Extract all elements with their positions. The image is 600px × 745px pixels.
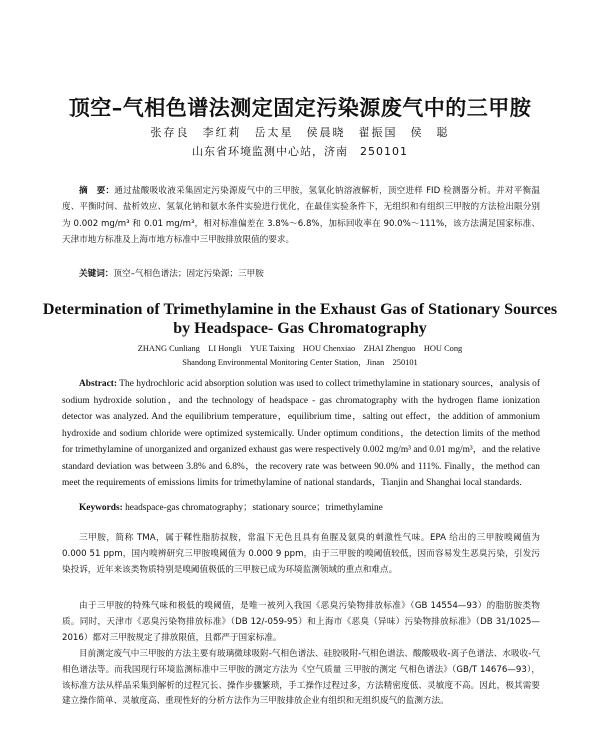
paper-title-english: Determination of Trimethylamine in the Exhaust Gas of Stationary Sources by Headspace- Gas Chromatography [42, 301, 558, 337]
body-paragraph-3-text: 目前测定废气中三甲胺的方法主要有玻璃微球吸附-气相色谱法、硅胶吸附-气相色谱法、酸酸吸收-离子色谱法、水吸收-气相色谱法等。而我国现行环境监测标准中三甲胺的测定方法为《空气质量 三甲胺的测定 气相色谱法》（GB/T 14676—93），该标准方法从样品采集到解析的过程冗长、操作步骤繁琐，手工操作过程过多，方法精密度低、灵敏度不高。因此，极其需要建立操作简单、灵敏度高、重现性好的分析方法作为三甲胺排放企业有组织和无组织废气的监测方法。 [62, 649, 540, 707]
body-paragraph-1-text: 三甲胺，简称 TMA，属于鞣性脂肪叔胺，常温下无色且具有鱼腥及氨臭的刺激性气味。EPA 给出的三甲胺嗅阈值为 0.000 51 ppm，国内嗅辨研究三甲胺嗅阈值为 0.000 9 ppm，由于三甲胺的嗅阈值较低，因而容易发生恶臭污染，引发污染投诉，近年来该类物质特别是嗅阈值极低的三甲胺已成为环境监测领域的重点和难点。 [62, 533, 540, 575]
keywords-text-english: headspace-gas chromatography；stationary source；trimethylamine [125, 503, 383, 513]
body-paragraph-3 [62, 647, 540, 710]
paper-title-chinese: 顶空–气相色谱法测定固定污染源废气中的三甲胺 [68, 95, 532, 120]
abstract-label-english: Abstract: [79, 379, 118, 389]
abstract-text-english: The hydrochloric acid absorption solution was used to collect trimethylamine in stationary sources，analysis of sodium hydroxide solution，and the technology of headspace - gas chromatography with the hydrogen flame ionization detector was analyzed. And the equilibrium temperature，equilibrium time，salting out effect，the addition of ammonium hydroxide and sodium chloride were optimized systemically. Under optimum conditions，the detection limits of the method for trimethylamine of unorganized and organized exhaust gas were respectively 0.002 mg/m³ and 0.01 mg/m³，and the relative standard deviation was between 3.8% and 6.8%，the recovery rate was between 90.0% and 111%. Finally，the method can meet the requirements of emissions limits for trimethylamine of national standards，Tianjin and Shanghai local standards. [62, 379, 540, 488]
abstract-english [62, 376, 540, 492]
keywords-label-chinese: 关键词： [79, 269, 114, 279]
body-paragraph-2 [62, 599, 540, 646]
keywords-chinese [62, 266, 540, 282]
keywords-label-english: Keywords: [79, 503, 123, 513]
abstract-label-chinese: 摘 要： [79, 186, 115, 196]
authors-chinese: 张存良 李红莉 岳太星 侯晨晓 翟振国 侯 聪 [150, 126, 450, 139]
body-paragraph-2-text: 由于三甲胺的特殊气味和极低的嗅阈值，是唯一被列入我国《恶臭污染物排放标准》（GB 14554—93）的脂肪胺类物质。同时，天津市《恶臭污染物排放标准》（DB 12/-059-95）和上海市《恶臭（异味）污染物排放标准》（DB 31/1025—2016）都对三甲胺规定了排放限值，且都严于国家标准。 [62, 601, 540, 643]
authors-english: ZHANG Cunliang LI Hongli YUE Taixing HOU Chenxiao ZHAI Zhenguo HOU Cong [137, 344, 463, 353]
affiliation-english: Shandong Environmental Monitoring Center Station，Jinan 250101 [182, 358, 418, 367]
body-paragraph-1 [62, 531, 540, 578]
abstract-chinese [62, 183, 540, 248]
keywords-text-chinese: 顶空–气相色谱法；固定污染源；三甲胺 [113, 269, 264, 279]
keywords-english [62, 500, 540, 516]
abstract-text-chinese: 通过盐酸吸收液采集固定污染源废气中的三甲胺，氢氧化钠溶液解析，顶空进样 FID 检测器分析。并对平衡温度、平衡时间、盐析效应、氢氧化钠和氨水条件实验进行优化，在最佳实验条件下，无组织和有组织三甲胺的方法检出限分别为 0.002 mg/m³ 和 0.01 mg/m³，相对标准偏差在 3.8%～6.8%，加标回收率在 90.0%～111%，该方法满足国家标准、天津市地方标准及上海市地方标准中三甲胺排放限值的要求。 [62, 186, 540, 245]
affiliation-chinese: 山东省环境监测中心站，济南 250101 [192, 145, 408, 158]
